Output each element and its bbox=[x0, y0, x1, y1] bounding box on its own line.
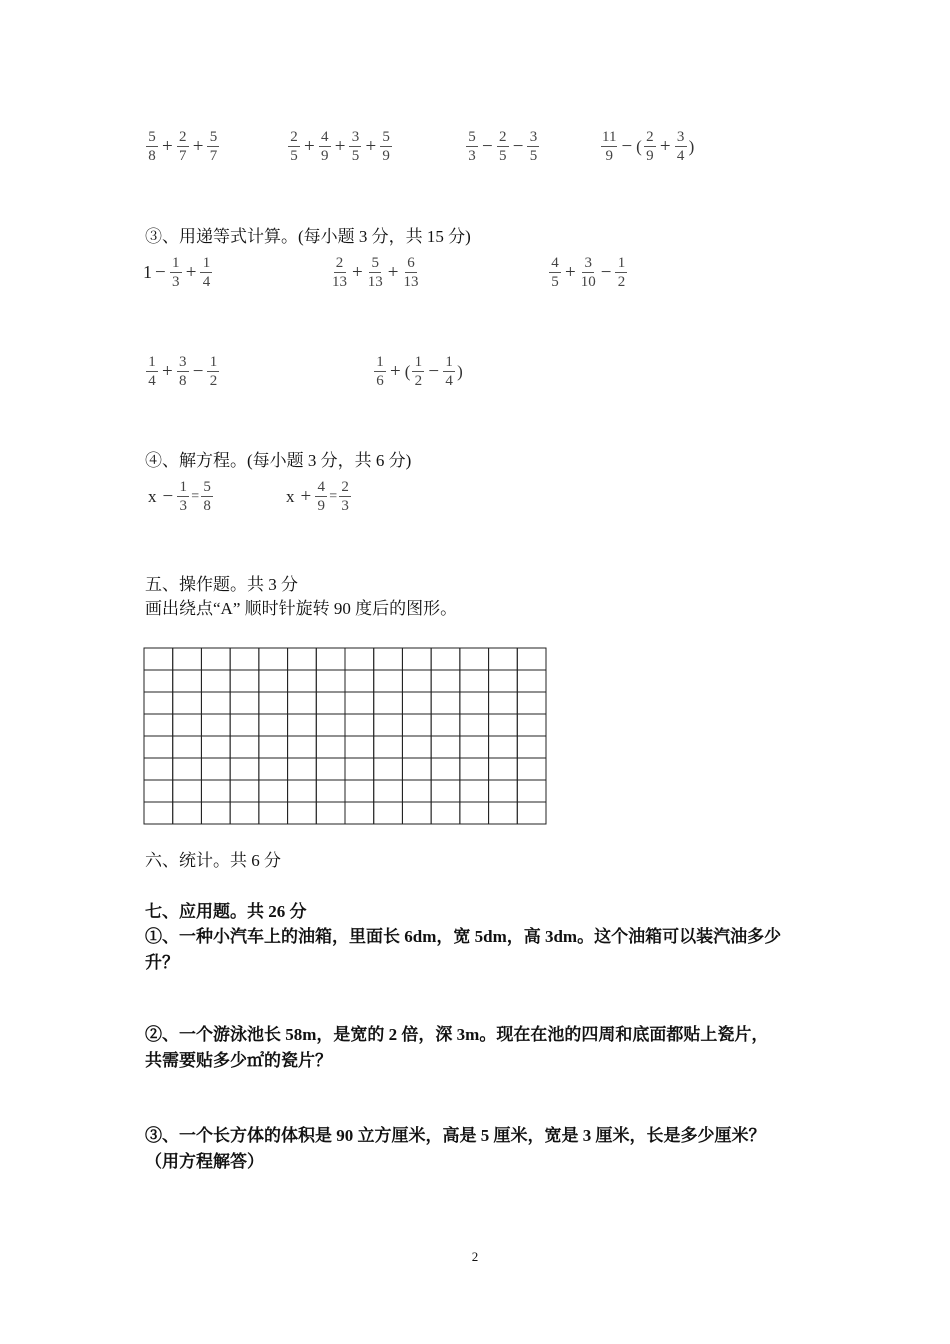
grid-cell bbox=[460, 670, 489, 692]
grid-cell bbox=[144, 648, 173, 670]
operator: + bbox=[387, 261, 399, 283]
denominator: 13 bbox=[367, 274, 383, 290]
grid-cell bbox=[201, 692, 230, 714]
grid-cell bbox=[173, 648, 202, 670]
grid-cell bbox=[345, 670, 374, 692]
grid-cell bbox=[460, 780, 489, 802]
operator: + bbox=[300, 485, 312, 507]
grid-cell bbox=[144, 670, 173, 692]
grid-cell bbox=[489, 736, 518, 758]
expression-3b-1 bbox=[145, 354, 220, 389]
grid-cell bbox=[173, 670, 202, 692]
grid-cell bbox=[259, 780, 288, 802]
grid-cell bbox=[431, 648, 460, 670]
question-1-line2: 升？ bbox=[145, 953, 179, 972]
grid-cell bbox=[173, 780, 202, 802]
equals-sign: = bbox=[329, 488, 338, 504]
grid-cell bbox=[431, 692, 460, 714]
parenthesis: ( bbox=[636, 136, 642, 156]
grid-cell bbox=[259, 802, 288, 824]
grid-cell bbox=[374, 780, 403, 802]
expression-row1-2 bbox=[287, 129, 393, 164]
section5-instruction: 画出绕点“A” 顺时针旋转 90 度后的图形。 bbox=[145, 599, 458, 618]
grid-cell bbox=[288, 692, 317, 714]
fraction bbox=[497, 129, 509, 164]
grid-cell bbox=[288, 736, 317, 758]
fraction bbox=[146, 354, 158, 389]
denominator: 9 bbox=[382, 148, 390, 164]
grid-cell bbox=[144, 802, 173, 824]
grid-cell bbox=[489, 758, 518, 780]
grid-cell bbox=[345, 758, 374, 780]
grid-cell bbox=[431, 802, 460, 824]
grid-cell bbox=[230, 648, 259, 670]
grid-cell bbox=[489, 780, 518, 802]
operator: − bbox=[512, 135, 524, 157]
fraction bbox=[675, 129, 687, 164]
grid-cell bbox=[345, 802, 374, 824]
grid-cell bbox=[259, 736, 288, 758]
denominator: 8 bbox=[178, 373, 187, 389]
grid-cell bbox=[201, 802, 230, 824]
section6-title: 六、统计。共 6 分 bbox=[145, 851, 281, 870]
numerator: 1 bbox=[170, 255, 182, 273]
grid-cell bbox=[517, 802, 546, 824]
numerator: 5 bbox=[201, 479, 213, 497]
fraction bbox=[315, 479, 327, 514]
operator: + bbox=[390, 360, 401, 382]
fraction bbox=[412, 354, 424, 389]
grid-cell bbox=[460, 802, 489, 824]
grid-cell bbox=[345, 780, 374, 802]
equation-2 bbox=[286, 479, 352, 514]
operator: + bbox=[659, 135, 671, 157]
grid-cell bbox=[259, 758, 288, 780]
denominator: 3 bbox=[468, 148, 476, 164]
operator: + bbox=[162, 360, 173, 382]
fraction bbox=[146, 129, 158, 164]
grid-cell bbox=[460, 736, 489, 758]
expression-3a-1 bbox=[143, 255, 213, 290]
grid-cell bbox=[259, 714, 288, 736]
operator: − bbox=[600, 261, 612, 283]
grid-cell bbox=[316, 736, 345, 758]
operator: + bbox=[192, 135, 204, 157]
grid-cell bbox=[144, 780, 173, 802]
expression-row1-1 bbox=[145, 129, 220, 164]
grid-cell bbox=[259, 648, 288, 670]
grid-cell bbox=[316, 714, 345, 736]
grid-cell bbox=[230, 736, 259, 758]
question-2-line2: 共需要贴多少㎡的瓷片？ bbox=[145, 1051, 332, 1070]
grid-cell bbox=[345, 648, 374, 670]
fraction bbox=[367, 255, 384, 290]
grid-cell bbox=[201, 780, 230, 802]
grid-cell bbox=[230, 670, 259, 692]
variable: x bbox=[148, 486, 157, 506]
fraction bbox=[443, 354, 455, 389]
denominator: 13 bbox=[332, 274, 347, 290]
numerator: 4 bbox=[315, 479, 327, 497]
fraction bbox=[380, 129, 392, 164]
grid-cell bbox=[489, 802, 518, 824]
fraction bbox=[374, 354, 386, 389]
grid-cell bbox=[517, 714, 546, 736]
numerator: 3 bbox=[177, 354, 189, 372]
grid-cell bbox=[230, 692, 259, 714]
numerator: 1 bbox=[146, 354, 158, 372]
operator: − bbox=[162, 485, 174, 507]
fraction bbox=[549, 255, 561, 290]
number: 1 bbox=[143, 262, 152, 282]
operator: − bbox=[428, 360, 440, 382]
numerator: 3 bbox=[349, 129, 361, 147]
grid-cell bbox=[374, 714, 403, 736]
fraction bbox=[331, 255, 348, 290]
denominator: 7 bbox=[209, 148, 218, 164]
fraction bbox=[207, 129, 219, 164]
grid-cell bbox=[144, 714, 173, 736]
grid-cell bbox=[316, 758, 345, 780]
grid-cell bbox=[288, 758, 317, 780]
grid-cell bbox=[144, 758, 173, 780]
grid-cell bbox=[489, 714, 518, 736]
grid-cell bbox=[489, 670, 518, 692]
denominator: 5 bbox=[351, 148, 360, 164]
operator: − bbox=[621, 135, 633, 157]
grid-cell bbox=[230, 802, 259, 824]
fraction bbox=[339, 479, 351, 514]
denominator: 4 bbox=[148, 373, 156, 389]
grid-cell bbox=[173, 802, 202, 824]
numerator: 3 bbox=[582, 255, 594, 273]
grid-cell bbox=[230, 758, 259, 780]
grid-cell bbox=[374, 758, 403, 780]
grid-cell bbox=[402, 648, 431, 670]
question-2-line1: ②、一个游泳池长 58m，是宽的 2 倍，深 3m。现在在池的四周和底面都贴上瓷片， bbox=[145, 1025, 769, 1044]
numerator: 5 bbox=[207, 129, 219, 147]
grid-cell bbox=[517, 780, 546, 802]
expression-3a-3 bbox=[548, 255, 628, 290]
grid-cell bbox=[402, 736, 431, 758]
grid-cell bbox=[173, 758, 202, 780]
numerator: 1 bbox=[374, 354, 386, 372]
grid-cell bbox=[460, 758, 489, 780]
denominator: 8 bbox=[203, 498, 211, 514]
variable: x bbox=[286, 486, 295, 506]
denominator: 13 bbox=[403, 274, 419, 290]
grid-cell bbox=[402, 780, 431, 802]
operator: + bbox=[365, 135, 377, 157]
denominator: 9 bbox=[646, 148, 654, 164]
grid-cell bbox=[431, 780, 460, 802]
grid-cell bbox=[316, 780, 345, 802]
numerator: 3 bbox=[527, 129, 539, 147]
numerator: 1 bbox=[615, 255, 627, 273]
numerator: 5 bbox=[466, 129, 478, 147]
denominator: 4 bbox=[445, 373, 453, 389]
fraction bbox=[644, 129, 656, 164]
numerator: 5 bbox=[380, 129, 392, 147]
denominator: 4 bbox=[202, 274, 211, 290]
fraction bbox=[615, 255, 627, 290]
numerator: 2 bbox=[177, 129, 189, 147]
operator: + bbox=[304, 135, 315, 157]
grid-cell bbox=[517, 670, 546, 692]
operator: + bbox=[185, 261, 197, 283]
fraction bbox=[349, 129, 361, 164]
grid-cell bbox=[173, 736, 202, 758]
grid-cell bbox=[431, 714, 460, 736]
grid-cell bbox=[345, 736, 374, 758]
grid-cell bbox=[431, 736, 460, 758]
grid-cell bbox=[345, 714, 374, 736]
section3-title: ③、用递等式计算。(每小题 3 分，共 15 分) bbox=[145, 227, 471, 246]
operator: + bbox=[565, 261, 576, 283]
grid-cell bbox=[517, 648, 546, 670]
grid-cell bbox=[316, 692, 345, 714]
question-1-line1: ①、一种小汽车上的油箱，里面长 6dm，宽 5dm，高 3dm。这个油箱可以装汽油多少 bbox=[145, 927, 782, 946]
numerator: 6 bbox=[405, 255, 417, 273]
grid-cell bbox=[517, 758, 546, 780]
numerator: 1 bbox=[200, 255, 212, 273]
grid-cell bbox=[402, 758, 431, 780]
numerator: 11 bbox=[602, 129, 617, 145]
grid-cell bbox=[288, 670, 317, 692]
numerator: 5 bbox=[369, 255, 381, 273]
grid-cell bbox=[201, 670, 230, 692]
grid-cell bbox=[374, 736, 403, 758]
section7-title: 七、应用题。共 26 分 bbox=[145, 902, 307, 921]
question-3-line1: ③、一个长方体的体积是 90 立方厘米，高是 5 厘米，宽是 3 厘米，长是多少厘米？ bbox=[145, 1126, 766, 1145]
denominator: 5 bbox=[498, 148, 507, 164]
denominator: 9 bbox=[317, 498, 325, 514]
numerator: 1 bbox=[443, 354, 455, 372]
grid-cell bbox=[201, 714, 230, 736]
numerator: 1 bbox=[412, 354, 424, 372]
grid-cell bbox=[316, 802, 345, 824]
grid-cell bbox=[316, 670, 345, 692]
fraction bbox=[177, 479, 189, 514]
grid-cell bbox=[144, 736, 173, 758]
grid-cell bbox=[489, 648, 518, 670]
fraction bbox=[201, 479, 213, 514]
denominator: 8 bbox=[148, 148, 156, 164]
operator: − bbox=[155, 261, 166, 283]
grid-cell bbox=[402, 692, 431, 714]
section5-title: 五、操作题。共 3 分 bbox=[145, 575, 298, 594]
page-number: 2 bbox=[471, 1249, 479, 1264]
expression-3b-2 bbox=[373, 354, 464, 389]
rotation-grid bbox=[143, 647, 547, 825]
grid-cell bbox=[517, 736, 546, 758]
fraction bbox=[466, 129, 478, 164]
denominator: 9 bbox=[605, 148, 613, 164]
grid-cell bbox=[460, 648, 489, 670]
fraction bbox=[177, 129, 189, 164]
fraction bbox=[527, 129, 539, 164]
parenthesis: ( bbox=[404, 361, 411, 381]
grid-cell bbox=[460, 692, 489, 714]
denominator: 2 bbox=[617, 274, 626, 290]
grid-cell bbox=[345, 692, 374, 714]
grid-cell bbox=[288, 714, 317, 736]
fraction bbox=[580, 255, 597, 290]
grid-cell bbox=[144, 692, 173, 714]
parenthesis: ) bbox=[457, 361, 463, 381]
grid-cell bbox=[489, 692, 518, 714]
equation-1 bbox=[148, 479, 214, 514]
numerator: 5 bbox=[146, 129, 158, 147]
fraction bbox=[200, 255, 212, 290]
denominator: 3 bbox=[171, 274, 180, 290]
fraction bbox=[402, 255, 419, 290]
grid-cell bbox=[374, 692, 403, 714]
grid-cell bbox=[431, 670, 460, 692]
denominator: 6 bbox=[376, 373, 384, 389]
numerator: 2 bbox=[339, 479, 351, 497]
denominator: 3 bbox=[341, 498, 349, 514]
denominator: 7 bbox=[178, 148, 187, 164]
operator: − bbox=[482, 135, 493, 157]
grid-cell bbox=[288, 780, 317, 802]
denominator: 3 bbox=[179, 498, 187, 514]
numerator: 4 bbox=[549, 255, 561, 273]
operator: + bbox=[334, 135, 346, 157]
denominator: 5 bbox=[529, 148, 538, 164]
equals-sign: = bbox=[191, 488, 200, 504]
denominator: 5 bbox=[551, 274, 559, 290]
operator: + bbox=[162, 135, 173, 157]
numerator: 2 bbox=[334, 255, 346, 273]
grid-cell bbox=[374, 670, 403, 692]
grid-cell bbox=[517, 692, 546, 714]
fraction bbox=[601, 129, 617, 164]
grid-cell bbox=[288, 648, 317, 670]
grid-cell bbox=[316, 648, 345, 670]
grid-cell bbox=[374, 648, 403, 670]
operator: − bbox=[192, 360, 204, 382]
parenthesis: ) bbox=[688, 136, 695, 156]
operator: + bbox=[352, 261, 363, 283]
expression-3a-2 bbox=[330, 255, 420, 290]
numerator: 3 bbox=[675, 129, 687, 147]
fraction bbox=[207, 354, 219, 389]
grid-cell bbox=[288, 802, 317, 824]
numerator: 2 bbox=[288, 129, 300, 147]
numerator: 1 bbox=[207, 354, 219, 372]
numerator: 2 bbox=[644, 129, 656, 147]
grid-cell bbox=[374, 802, 403, 824]
denominator: 9 bbox=[320, 148, 329, 164]
grid-cell bbox=[431, 758, 460, 780]
numerator: 4 bbox=[319, 129, 331, 147]
grid-cell bbox=[173, 692, 202, 714]
denominator: 4 bbox=[676, 148, 685, 164]
grid-cell bbox=[201, 736, 230, 758]
fraction bbox=[170, 255, 182, 290]
grid-cell bbox=[230, 714, 259, 736]
fraction bbox=[319, 129, 331, 164]
grid-cell bbox=[201, 758, 230, 780]
grid-cell bbox=[259, 692, 288, 714]
grid-cell bbox=[402, 670, 431, 692]
denominator: 2 bbox=[414, 373, 423, 389]
expression-row1-4 bbox=[600, 129, 695, 164]
grid-cell bbox=[201, 648, 230, 670]
denominator: 10 bbox=[580, 274, 596, 290]
numerator: 2 bbox=[497, 129, 509, 147]
question-3-line2: （用方程解答） bbox=[145, 1152, 264, 1171]
fraction bbox=[177, 354, 189, 389]
grid-cell bbox=[230, 780, 259, 802]
grid-cell bbox=[259, 670, 288, 692]
grid-cell bbox=[402, 802, 431, 824]
grid-cell bbox=[173, 714, 202, 736]
denominator: 2 bbox=[209, 373, 218, 389]
fraction bbox=[288, 129, 300, 164]
expression-row1-3 bbox=[465, 129, 540, 164]
section4-title: ④、解方程。(每小题 3 分，共 6 分) bbox=[145, 451, 412, 470]
denominator: 5 bbox=[290, 148, 298, 164]
numerator: 1 bbox=[177, 479, 189, 497]
grid-cell bbox=[402, 714, 431, 736]
grid-cell bbox=[460, 714, 489, 736]
